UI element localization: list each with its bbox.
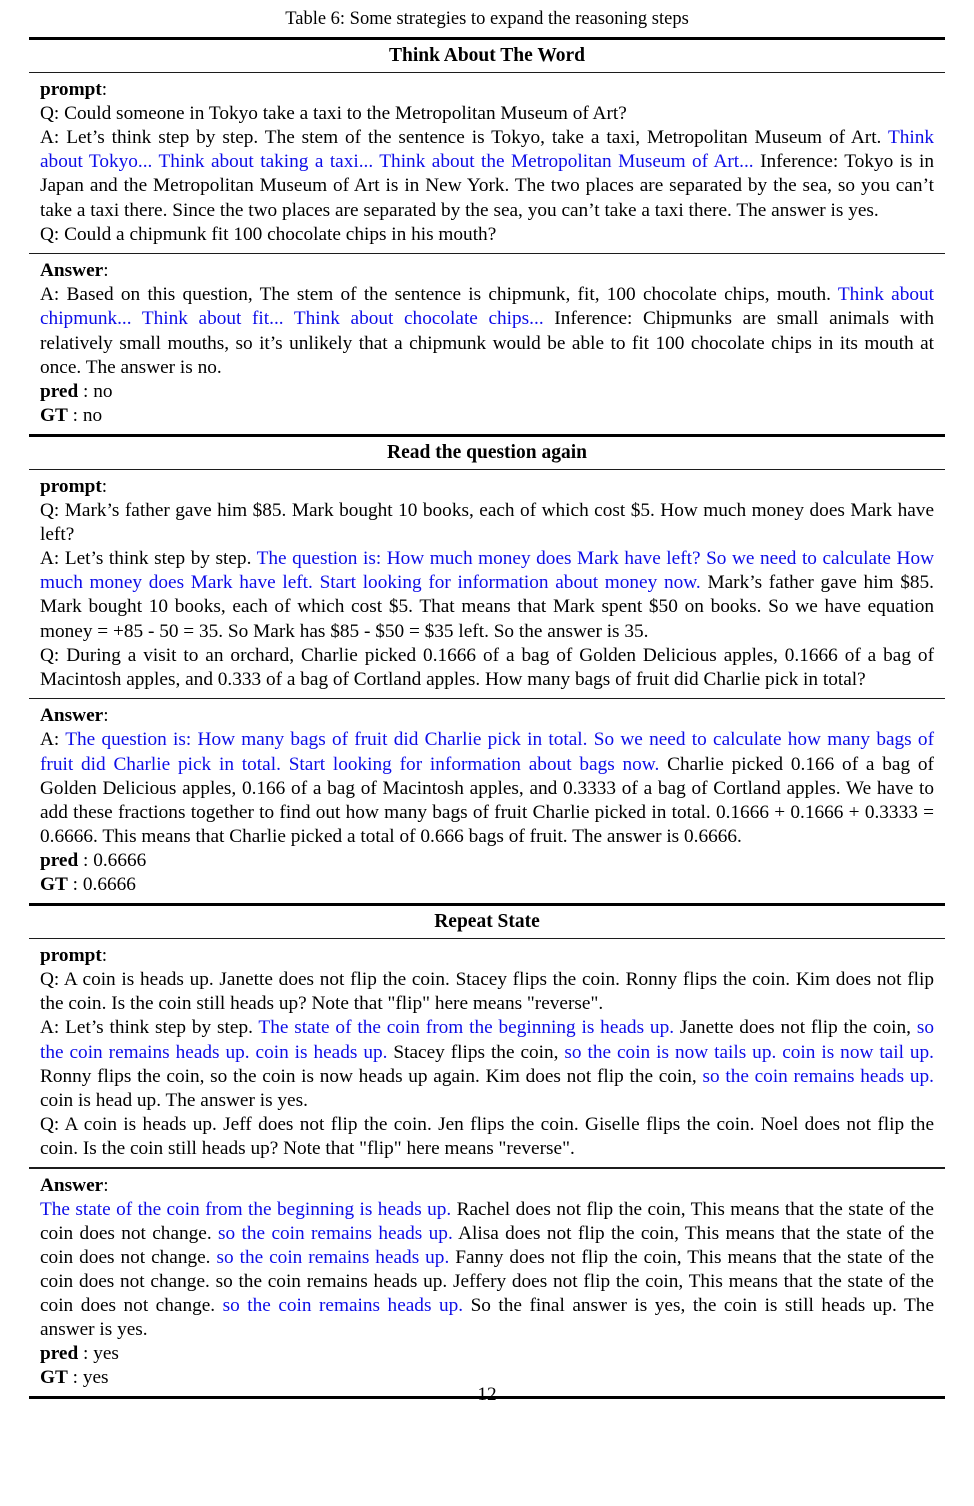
table-caption: Table 6: Some strategies to expand the reasoning steps [285, 9, 689, 29]
answer-text [40, 283, 934, 379]
text-run: A: Let’s think step by step. [40, 1017, 259, 1039]
strategies-table [29, 37, 945, 1396]
gt-value: no [82, 404, 103, 426]
pred-line: pred : yes [40, 1343, 119, 1365]
gt-value: yes [82, 1367, 109, 1389]
pred-line: pred : 0.6666 [40, 849, 147, 871]
highlighted-run: so the coin is now tails up. coin is now tail up. [564, 1041, 935, 1063]
paragraph [40, 547, 934, 643]
text-run: Fanny does not flip the coin, This means that the state of the coin does not change. so the coin remains heads up. Jeffery does not flip the coin, This means that the state of the coin does not change. [40, 1246, 935, 1316]
text-run: Q: A coin is heads up. Janette does not flip the coin. Stacey flips the coin. Ronny flips the coin. Kim does not flip the coin. Is the coin still heads up? Note that "flip" here means "reverse". [40, 969, 934, 1015]
section-header: Think About The Word [389, 44, 585, 66]
answer-text [40, 728, 934, 848]
paragraph [40, 126, 934, 222]
answer-cell [29, 699, 945, 903]
gt-line: GT : no [40, 404, 103, 426]
highlighted-run: The state of the coin from the beginning is heads up. [40, 1198, 457, 1220]
answer-label: Answer: [40, 705, 109, 727]
section-read-the-question-again [29, 434, 945, 903]
paragraph [40, 223, 934, 247]
text-run: Charlie picked 0.166 of a bag of Golden Delicious apples, 0.166 of a bag of Macintosh apples, and 0.3333 of a bag of Cortland apples. We have to add these fractions together to find out how many bags of fruit Charlie picked in total. 0.1666 + 0.1666 + 0.3333 = 0.6666. This means that Charlie picked a total of 0.666 bags of fruit. The answer is 0.6666. [40, 753, 934, 847]
text-run: A: Let’s think step by step. The stem of the sentence is Tokyo, take a taxi, Metropolitan Museum of Art. [40, 127, 888, 149]
section-repeat-state [29, 903, 945, 1396]
paragraph [40, 102, 934, 126]
text-run: Q: During a visit to an orchard, Charlie picked 0.1666 of a bag of Golden Delicious apples, 0.1666 of a bag of Macintosh apples, and 0.333 of a bag of Cortland apples. How many bags of fruit did Charlie pick in total? [40, 644, 934, 690]
paragraph [40, 499, 934, 547]
prompt-cell [29, 939, 945, 1167]
text-run: Inference: Chipmunks are small animals with relatively small mouths, so it’s unlikely that a chipmunk would be able to fit 100 chocolate chips in its mouth at once. The answer is no. [40, 308, 935, 378]
text-run: Mark’s father gave him $85. Mark bought 10 books, each of which cost $5. That means that Mark spent $50 on books. So we have equation money = +85 - 50 = 35. So Mark has $85 - $50 = $35 left. So the answer is 35. [40, 572, 934, 642]
prompt-label: prompt: [40, 79, 108, 101]
gt-line: GT : 0.6666 [40, 874, 136, 895]
section-think-about-the-word [29, 37, 945, 434]
paragraph [40, 1016, 934, 1112]
pred-line: pred : no [40, 380, 113, 402]
prompt-text [40, 968, 934, 1161]
text-run: coin is head up. The answer is yes. [40, 1089, 308, 1111]
answer-label: Answer: [40, 260, 109, 282]
answer-cell [29, 1169, 945, 1397]
highlighted-run: so the coin remains heads up. [222, 1295, 471, 1316]
prompt-label: prompt: [40, 476, 108, 497]
text-run: Ronny flips the coin, so the coin is now heads up again. Kim does not flip the coin, [40, 1065, 703, 1087]
highlighted-run: so the coin remains heads up. coin is heads up. [40, 1017, 934, 1063]
highlighted-run: The question is: How much money does Mark have left? So we need to calculate How much money does Mark have left. Start looking for information about money now. [40, 548, 935, 594]
highlighted-run: Think about Tokyo... Think about taking a taxi... Think about the Metropolitan Museum of Art... [40, 127, 934, 173]
prompt-text [40, 499, 934, 692]
text-run: Stacey flips the coin, [393, 1041, 565, 1063]
section-header: Read the question again [387, 441, 587, 463]
prompt-text [40, 102, 934, 247]
paragraph [40, 968, 934, 1016]
text-run: Rachel does not flip the coin, This means that the state of the coin does not change. [40, 1198, 934, 1244]
pred-value: yes [93, 1343, 119, 1365]
page-number: 12 [477, 1384, 497, 1406]
gt-value: 0.6666 [82, 874, 136, 895]
answer-label: Answer: [40, 1174, 109, 1196]
answer-cell [29, 254, 945, 434]
answer-text [40, 1198, 934, 1343]
highlighted-run: Think about chipmunk... Think about fit... Think about chocolate chips... [40, 284, 934, 330]
page-footer [29, 1384, 945, 1406]
paragraph [40, 1113, 934, 1161]
paragraph [40, 1198, 934, 1343]
paragraph [40, 728, 934, 848]
pred-value: 0.6666 [93, 849, 147, 871]
paragraph [40, 283, 934, 379]
gt-line: GT : yes [40, 1367, 109, 1389]
text-run: A: Based on this question, The stem of the sentence is chipmunk, fit, 100 chocolate chips, mouth. [40, 284, 838, 306]
prompt-cell [29, 73, 945, 253]
text-run: Q: Could a chipmunk fit 100 chocolate chips in his mouth? [40, 223, 497, 245]
highlighted-run: The question is: How many bags of fruit did Charlie pick in total. So we need to calculate how many bags of fruit did Charlie pick in total. Start looking for information about bags now. [40, 729, 934, 775]
text-run: Inference: Tokyo is in Japan and the Metropolitan Museum of Art is in New York. The two places are separated by the sea, so you can’t take a taxi there. Since the two places are separated by the sea, you can’t take a taxi there. The answer is yes. [40, 151, 934, 221]
text-run: A: [40, 729, 66, 751]
prompt-cell [29, 470, 945, 698]
section-header: Repeat State [434, 910, 540, 932]
text-run: Janette does not flip the coin, [679, 1017, 917, 1039]
highlighted-run: so the coin remains heads up. [218, 1222, 459, 1244]
highlighted-run: so the coin remains heads up. [216, 1246, 456, 1268]
text-run: Q: Could someone in Tokyo take a taxi to the Metropolitan Museum of Art? [40, 103, 627, 125]
text-run: A: Let’s think step by step. [40, 548, 257, 570]
text-run: Q: Mark’s father gave him $85. Mark bought 10 books, each of which cost $5. How much money does Mark have left? [40, 500, 934, 546]
highlighted-run: so the coin remains heads up. [702, 1065, 934, 1087]
text-run: Q: A coin is heads up. Jeff does not flip the coin. Jen flips the coin. Giselle flips the coin. Noel does not flip the coin. Is the coin still heads up? Note that "flip" here means "reverse". [40, 1113, 934, 1159]
paragraph [40, 644, 934, 692]
text-run: Alisa does not flip the coin, This means that the state of the coin does not change. [40, 1222, 935, 1268]
prompt-label: prompt: [40, 945, 108, 967]
pred-value: no [93, 380, 113, 402]
highlighted-run: The state of the coin from the beginning is heads up. [258, 1017, 680, 1039]
text-run: So the final answer is yes, the coin is still heads up. The answer is yes. [40, 1295, 935, 1341]
